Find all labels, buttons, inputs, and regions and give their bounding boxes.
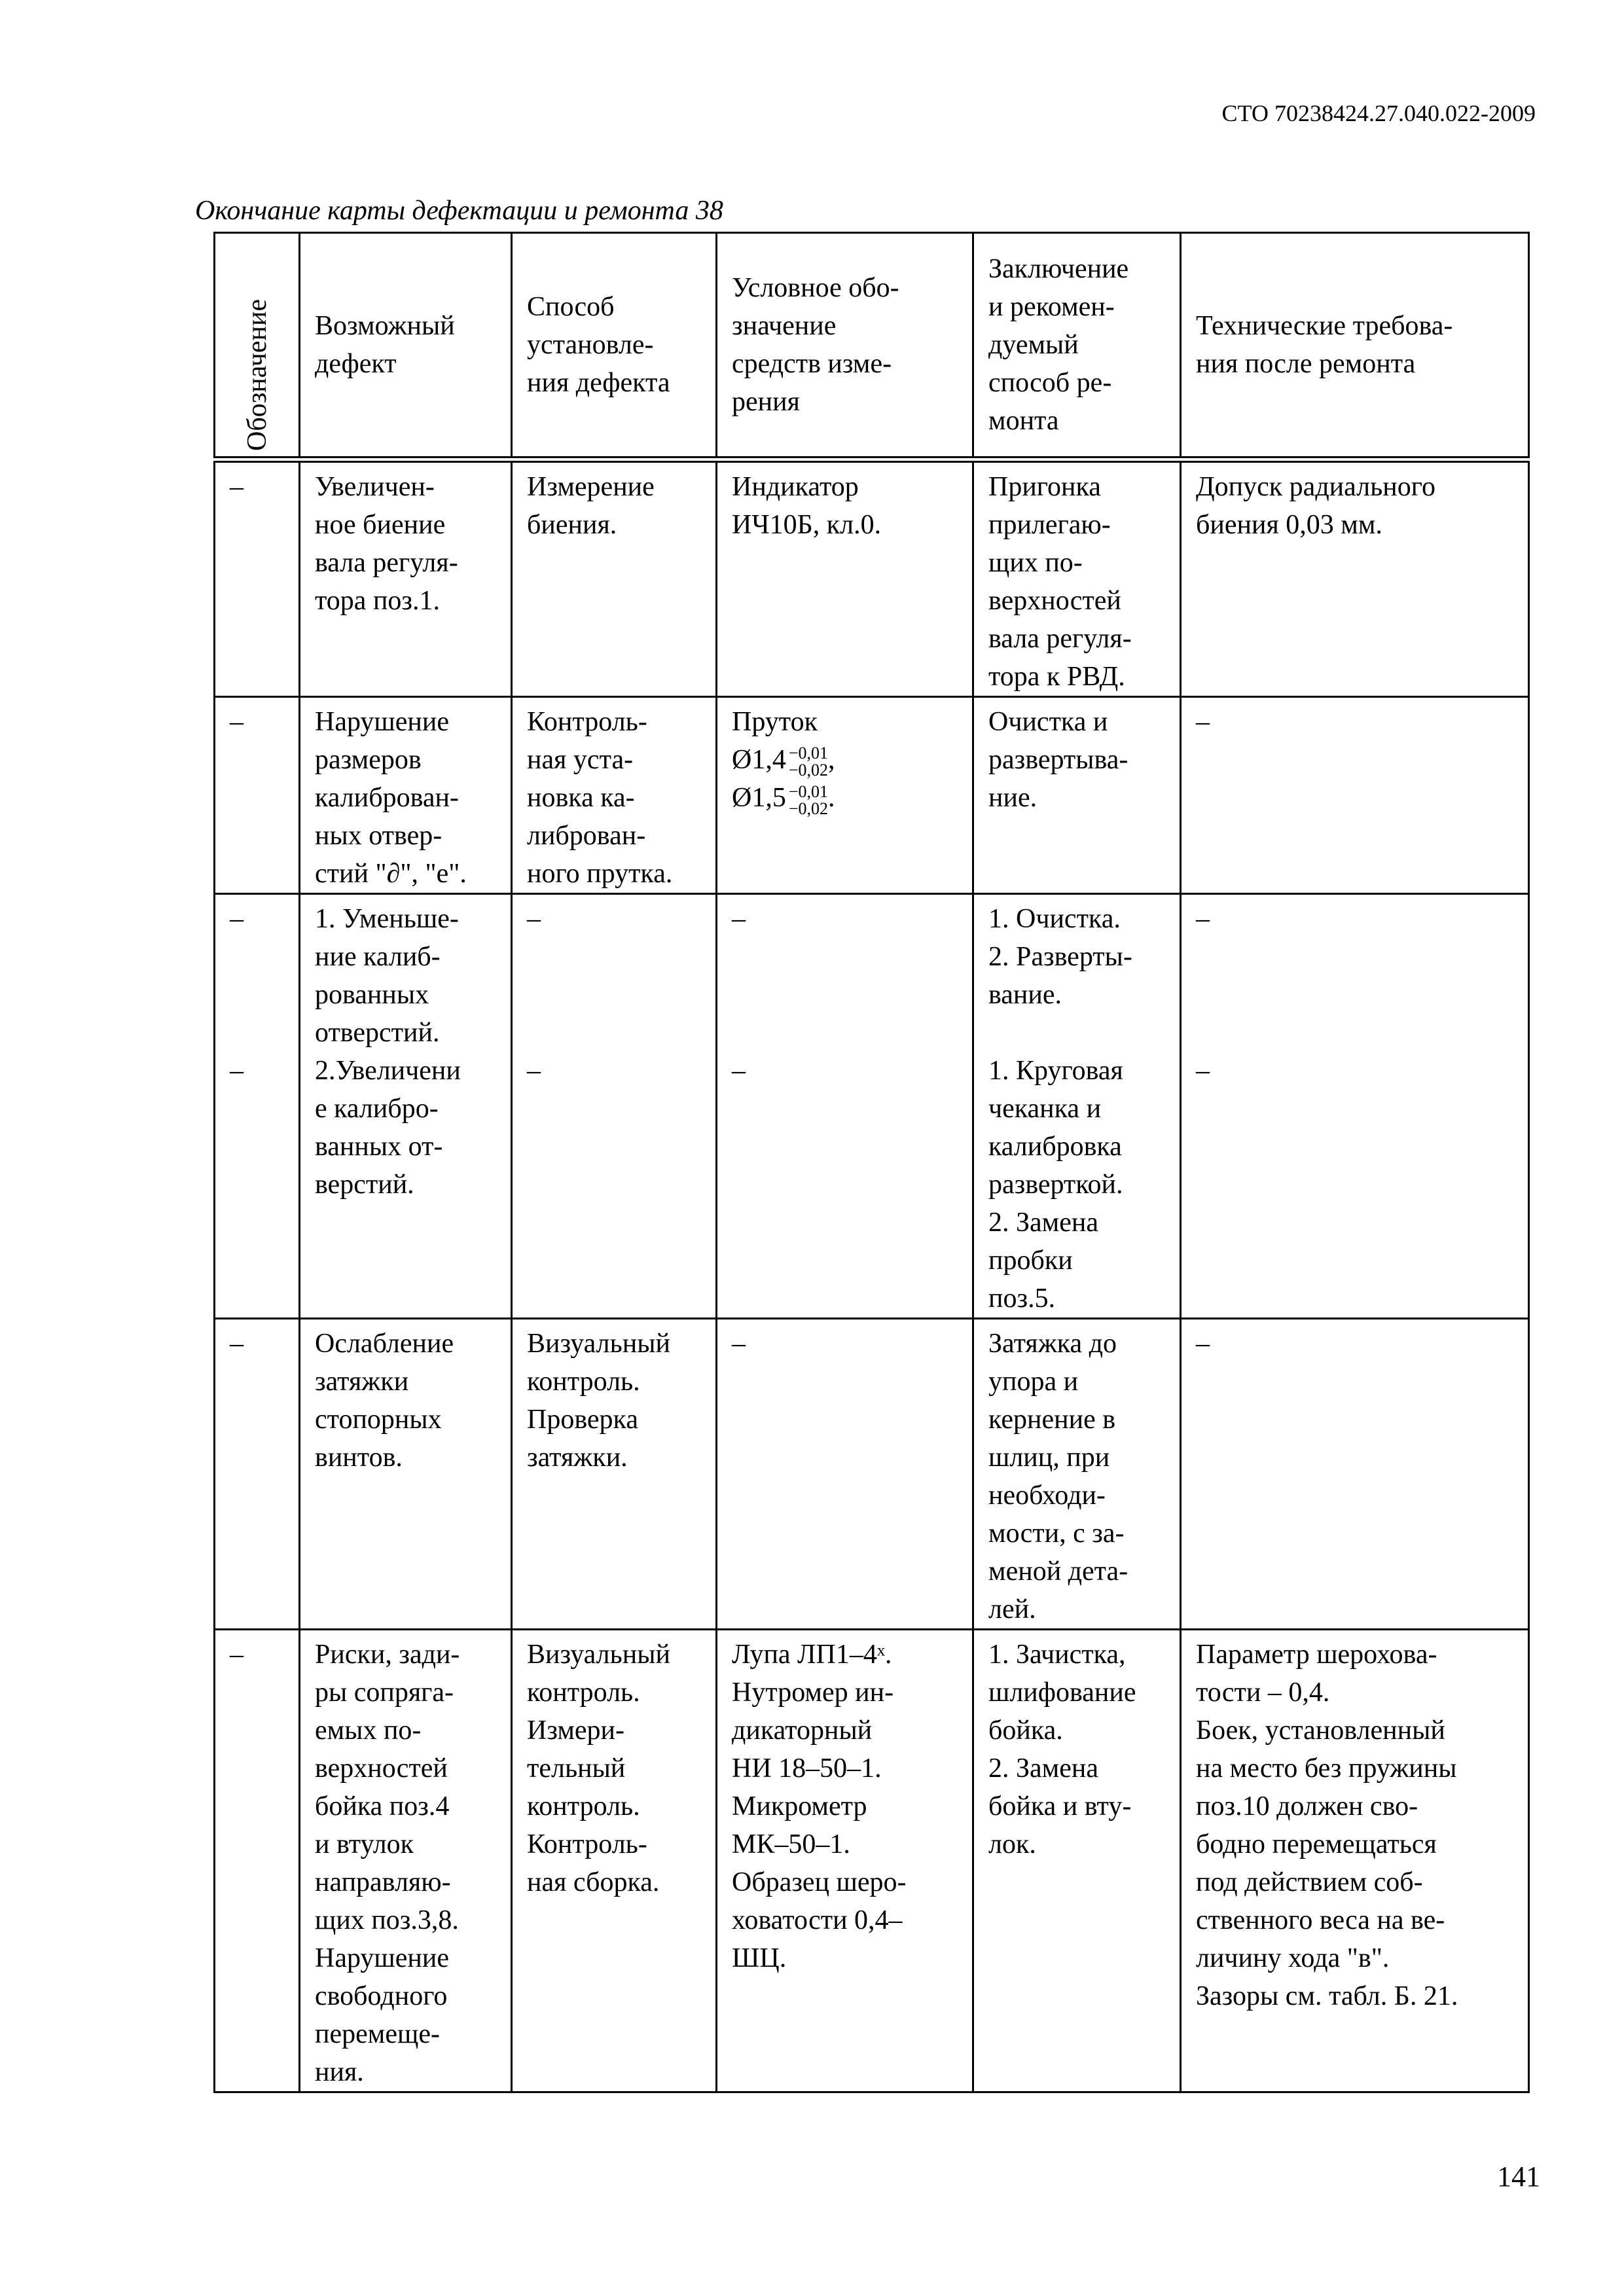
- table-row: [215, 697, 1529, 894]
- header-possible-defect: Возможный дефект: [300, 233, 512, 460]
- cell-means: – –: [717, 894, 973, 1319]
- cell-requirements: Допуск радиального биения 0,03 мм.: [1181, 459, 1529, 697]
- cell-requirements: –: [1181, 1319, 1529, 1630]
- cell-requirements: Параметр шерохова- тости – 0,4. Боек, установленный на место без пружины поз.10 должен сво- бодно перемещаться под действием соб- ственного веса на ве- личину хода "в". Зазоры см. табл. Б. 21.: [1181, 1630, 1529, 2092]
- cell-means: Индикатор ИЧ10Б, кл.0.: [717, 459, 973, 697]
- cell-designation: –: [215, 459, 300, 697]
- cell-designation: –: [215, 1319, 300, 1630]
- header-conclusion-repair: Заключение и рекомен- дуемый способ ре- монта: [973, 233, 1181, 460]
- cell-method: Контроль- ная уста- новка ка- либрован- ного прутка.: [512, 697, 717, 894]
- table-row: [215, 894, 1529, 1319]
- cell-means: –: [717, 1319, 973, 1630]
- cell-defect: 1. Уменьше- ние калиб- рованных отверстий. 2.Увеличени е калибро- ванных от- верстий.: [300, 894, 512, 1319]
- cell-repair: 1. Очистка. 2. Разверты- вание. 1. Круговая чеканка и калибровка разверткой. 2. Замена пробки поз.5.: [973, 894, 1181, 1319]
- cell-defect: Риски, зади- ры сопряга- емых по- верхностей бойка поз.4 и втулок направляю- щих поз.3,8. Нарушение свободного перемеще- ния.: [300, 1630, 512, 2092]
- cell-designation: – –: [215, 894, 300, 1319]
- cell-requirements: – –: [1181, 894, 1529, 1319]
- header-designation: Обозначение: [215, 233, 300, 460]
- cell-means: Пруток Ø1,4 −0,01 −0,02 , Ø1,5 −0,01 −0,02 .: [717, 697, 973, 894]
- table-row: [215, 1319, 1529, 1630]
- table-row: [215, 459, 1529, 697]
- cell-repair: Пригонка прилегаю- щих по- верхностей вала регуля- тора к РВД.: [973, 459, 1181, 697]
- cell-designation: –: [215, 1630, 300, 2092]
- cell-method: – –: [512, 894, 717, 1319]
- cell-method: Визуальный контроль. Проверка затяжки.: [512, 1319, 717, 1630]
- table-header-row: [215, 233, 1529, 460]
- cell-defect: Ослабление затяжки стопорных винтов.: [300, 1319, 512, 1630]
- header-technical-requirements: Технические требова- ния после ремонта: [1181, 233, 1529, 460]
- cell-method: Измерение биения.: [512, 459, 717, 697]
- cell-designation: –: [215, 697, 300, 894]
- cell-method: Визуальный контроль. Измери- тельный контроль. Контроль- ная сборка.: [512, 1630, 717, 2092]
- cell-repair: Затяжка до упора и кернение в шлиц, при необходи- мости, с за- меной дета- лей.: [973, 1319, 1181, 1630]
- cell-requirements: –: [1181, 697, 1529, 894]
- header-measuring-means: Условное обо- значение средств изме- рения: [717, 233, 973, 460]
- cell-defect: Увеличен- ное биение вала регуля- тора поз.1.: [300, 459, 512, 697]
- cell-repair: Очистка и развертыва- ние.: [973, 697, 1181, 894]
- page-number: 141: [1497, 2161, 1540, 2193]
- cell-defect: Нарушение размеров калиброван- ных отвер- стий "∂", "е".: [300, 697, 512, 894]
- defect-repair-table: [213, 232, 1530, 2093]
- diameter-tolerance-1: Ø1,4 −0,01 −0,02 ,: [732, 744, 835, 780]
- document-code: СТО 70238424.27.040.022-2009: [1221, 100, 1536, 126]
- cell-means: Лупа ЛП1–4ˣ. Нутромер ин- дикаторный НИ 18–50–1. Микрометр МК–50–1. Образец шеро- ховатости 0,4– ШЦ.: [717, 1630, 973, 2092]
- table-caption: Окончание карты дефектации и ремонта 38: [195, 196, 723, 226]
- cell-repair: 1. Зачистка, шлифование бойка. 2. Замена бойка и вту- лок.: [973, 1630, 1181, 2092]
- header-detection-method: Способ установле- ния дефекта: [512, 233, 717, 460]
- table-row: [215, 1630, 1529, 2092]
- diameter-tolerance-2: Ø1,5 −0,01 −0,02 .: [732, 781, 835, 818]
